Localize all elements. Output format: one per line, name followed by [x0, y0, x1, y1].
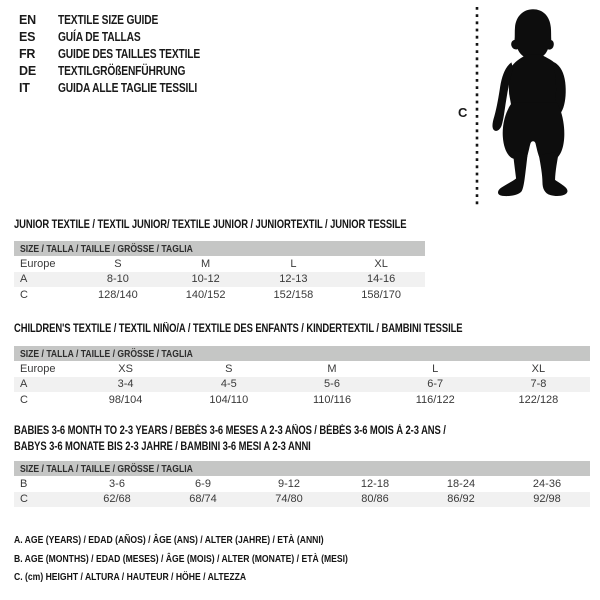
table-cell: 122/128 [518, 393, 559, 406]
table-cell: 5-6 [324, 378, 340, 391]
section-title-babies: BABIES 3-6 MONTH TO 2-3 YEARS / BEBÉS 3-6 MESES A 2-3 AÑOS / BÉBÉS 3-6 MOIS À 2-3 ANS / BABYS 3-6 MONATE BIS 2-3 JAHRE / BAMBINI 3-6 MESI A 2-3 ANNI [14, 425, 446, 453]
table-cell: 158/170 [361, 288, 401, 301]
section-title-children: CHILDREN'S TEXTILE / TEXTIL NIÑO/A / TEXTILE DES ENFANTS / KINDERTEXTIL / BAMBINI TESSILE [14, 323, 463, 335]
guide-title-en: TEXTILE SIZE GUIDE [58, 12, 159, 27]
table-cell: 110/116 [312, 393, 352, 406]
table-row-age [14, 377, 590, 393]
size-header-row [14, 461, 590, 476]
footnote-a: A. AGE (YEARS) / EDAD (AÑOS) / ÂGE (ANS) / ALTER (JAHRE) / ETÀ (ANNI) [14, 534, 324, 546]
table-cell: M [327, 362, 337, 375]
table-cell: 10-12 [191, 273, 220, 286]
table-row-age [14, 272, 425, 288]
table-cell: 7-8 [530, 378, 547, 391]
lang-row-en [19, 11, 231, 28]
table-cell: 86/92 [447, 493, 475, 506]
size-table-children [14, 346, 590, 408]
row-label: C [20, 493, 28, 506]
footnotes-block [14, 531, 421, 587]
row-label: C [20, 288, 28, 301]
size-table-junior [14, 241, 425, 303]
table-cell: 6-9 [195, 477, 211, 490]
table-cell: S [114, 257, 122, 270]
table-cell: M [201, 257, 211, 270]
row-label: Europe [20, 362, 56, 375]
row-label: A [20, 378, 28, 391]
table-cell: 12-18 [360, 477, 390, 490]
table-row-height [14, 287, 425, 303]
row-label: C [20, 393, 28, 406]
row-label: Europe [20, 257, 56, 270]
table-cell: XS [118, 362, 133, 375]
table-cell: 8-10 [106, 273, 129, 286]
table-cell: 98/104 [108, 393, 143, 406]
table-cell: S [225, 362, 233, 375]
size-header-text: SIZE / TALLA / TAILLE / GRÖSSE / TAGLIA [20, 347, 193, 360]
size-header-text: SIZE / TALLA / TAILLE / GRÖSSE / TAGLIA [20, 462, 193, 475]
table-cell: 3-4 [117, 378, 134, 391]
size-table-babies [14, 461, 590, 507]
table-cell: 3-6 [109, 477, 125, 490]
table-cell: XL [374, 257, 388, 270]
table-cell: 24-36 [532, 477, 562, 490]
table-cell: 80/86 [361, 493, 389, 506]
table-cell: 92/98 [533, 493, 561, 506]
lang-row-it [19, 79, 231, 96]
lang-row-fr [19, 45, 231, 62]
size-header-row [14, 241, 425, 256]
height-measure-label: C [458, 105, 468, 120]
table-cell: 14-16 [367, 273, 396, 286]
table-row-europe [14, 361, 590, 377]
table-cell: L [290, 257, 297, 270]
table-cell: 12-13 [279, 273, 308, 286]
language-title-block [19, 11, 231, 96]
lang-code: IT [19, 80, 30, 95]
footnote-b: B. AGE (MONTHS) / EDAD (MESES) / ÂGE (MOIS) / ALTER (MONATE) / ETÀ (MESI) [14, 552, 348, 565]
size-header-row [14, 346, 590, 361]
table-cell: 18-24 [446, 477, 476, 490]
table-cell: 104/110 [209, 393, 249, 406]
table-cell: 62/68 [103, 493, 131, 506]
section-title-junior: JUNIOR TEXTILE / TEXTIL JUNIOR/ TEXTILE JUNIOR / JUNIORTEXTIL / JUNIOR TESSILE [14, 219, 407, 231]
table-cell: 152/158 [273, 288, 314, 301]
table-row-europe [14, 256, 425, 272]
table-row-height [14, 492, 590, 508]
table-cell: 74/80 [275, 493, 303, 506]
row-label: B [20, 477, 28, 490]
table-cell: 4-5 [220, 378, 237, 391]
table-row-age-months [14, 476, 590, 492]
table-cell: 6-7 [427, 378, 444, 391]
guide-title-es: GUÍA DE TALLAS [58, 29, 141, 44]
table-row-height [14, 392, 590, 408]
table-cell: 68/74 [189, 493, 217, 506]
guide-title-it: GUIDA ALLE TAGLIE TESSILI [58, 80, 198, 95]
table-cell: 128/140 [97, 288, 138, 301]
row-label: A [20, 273, 28, 286]
size-header-text: SIZE / TALLA / TAILLE / GRÖSSE / TAGLIA [20, 242, 193, 255]
baby-silhouette [450, 4, 582, 210]
lang-row-es [19, 28, 231, 45]
baby-shape [492, 9, 567, 196]
footnote-c: C. (cm) HEIGHT / ALTURA / HAUTEUR / HÖHE / ALTEZZA [14, 571, 247, 583]
lang-code: FR [19, 46, 36, 61]
lang-code: EN [19, 12, 36, 27]
lang-code: ES [19, 29, 36, 44]
lang-row-de [19, 62, 231, 79]
table-cell: XL [531, 362, 546, 375]
guide-title-de: TEXTILGRÖßENFÜHRUNG [58, 63, 186, 78]
guide-title-fr: GUIDE DES TAILLES TEXTILE [58, 46, 201, 61]
table-cell: 9-12 [277, 477, 301, 490]
table-cell: 140/152 [185, 288, 226, 301]
lang-code: DE [19, 63, 36, 78]
table-cell: L [432, 362, 439, 375]
table-cell: 116/122 [415, 393, 455, 406]
